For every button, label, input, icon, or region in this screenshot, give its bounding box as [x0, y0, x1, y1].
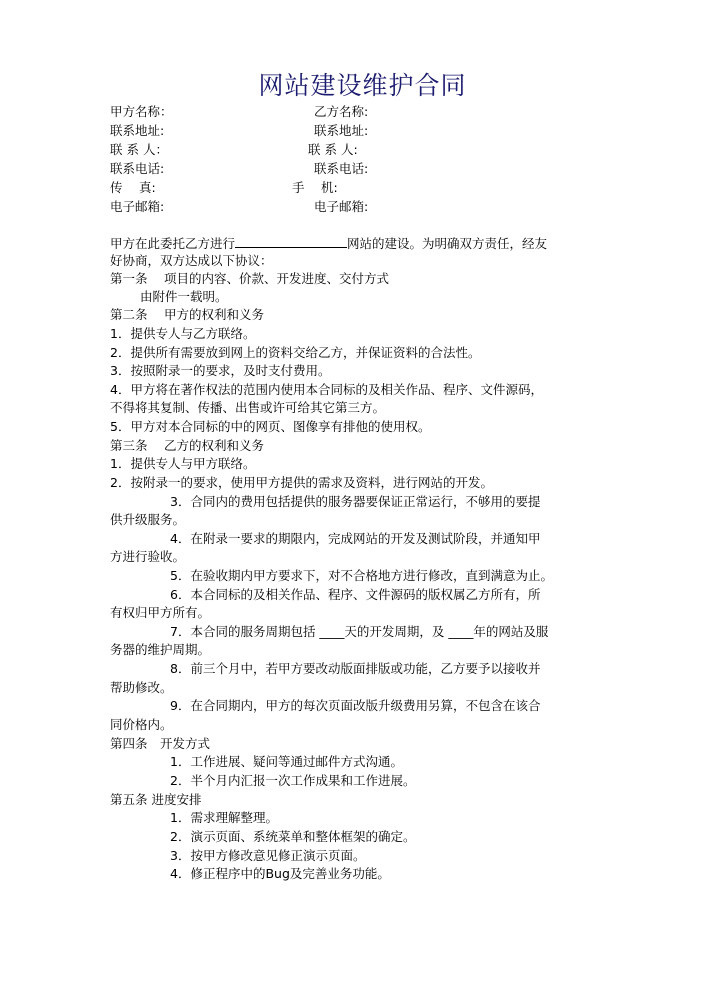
website-name-blank [235, 234, 347, 248]
party-b-email-label: 电子邮箱: [314, 199, 369, 214]
party-b-address-label: 联系地址: [314, 123, 369, 138]
party-a-contact-label: 联 系 人： [110, 142, 168, 157]
clause-3-item-8: 8．前三个月中，若甲方要改动版面排版或功能，乙方要予以接收并 [170, 661, 541, 676]
clause-3-item-6: 6．本合同标的及相关作品、程序、文件源码的版权属乙方所有，所 [170, 587, 541, 602]
clause-3-item-5: 5．在验收期内甲方要求下，对不合格地方进行修改，直到满意为止。 [170, 568, 553, 583]
clause-2-item-1: 1．提供专人与乙方联络。 [110, 326, 256, 341]
intro-text-a: 甲方在此委托乙方进行 [110, 236, 236, 251]
clause-3-item-4-cont: 方进行验收。 [110, 549, 186, 564]
clause-5-heading: 第五条 进度安排 [110, 792, 202, 807]
clause-3-heading: 第三条 乙方的权利和义务 [110, 438, 264, 453]
clause-3-item-2: 2．按附录一的要求，使用甲方提供的需求及资料，进行网站的开发。 [110, 475, 493, 490]
party-a-name-label: 甲方名称： [110, 104, 173, 119]
contract-title: 网站建设维护合同 [258, 71, 467, 100]
party-b-name-label: 乙方名称: [314, 104, 369, 119]
clause-3-item-9: 9．在合同期内，甲方的每次页面改版升级费用另算，不包含在该合 [170, 698, 541, 713]
clause-3-item-3: 3．合同内的费用包括提供的服务器要保证正常运行，不够用的要提 [170, 494, 541, 509]
clause-1-heading: 第一条 项目的内容、价款、开发进度、交付方式 [110, 271, 389, 286]
clause-4-item-1: 1．工作进展、疑问等通过邮件方式沟通。 [170, 754, 403, 769]
party-a-email-label: 电子邮箱: [110, 199, 165, 214]
intro-text-b: 网站的建设。为明确双方责任，经友 [347, 236, 548, 251]
party-a-address-label: 联系地址: [110, 123, 165, 138]
clause-2-item-5: 5．甲方对本合同标的中的网页、图像享有排他的使用权。 [110, 419, 431, 434]
party-a-fax-label: 传 真: [110, 180, 156, 195]
clause-3-item-1: 1．提供专人与甲方联络。 [110, 456, 256, 471]
clause-2-item-3: 3．按照附录一的要求，及时支付费用。 [110, 363, 331, 378]
clause-5-item-4: 4．修正程序中的Bug及完善业务功能。 [170, 866, 390, 881]
intro-line-2: 好协商，双方达成以下协议： [110, 253, 273, 268]
clause-5-item-3: 3．按甲方修改意见修正演示页面。 [170, 848, 366, 863]
clause-3-item-9-cont: 同价格内。 [110, 717, 173, 732]
clause-3-item-3-cont: 供升级服务。 [110, 512, 186, 527]
party-b-phone-label: 联系电话: [314, 161, 369, 176]
party-a-phone-label: 联系电话: [110, 161, 165, 176]
clause-2-heading: 第二条 甲方的权利和义务 [110, 307, 264, 322]
clause-2-item-4-cont: 不得将其复制、传播、出售或许可给其它第三方。 [110, 400, 386, 415]
clause-3-item-4: 4．在附录一要求的期限内，完成网站的开发及测试阶段，并通知甲 [170, 531, 541, 546]
clause-5-item-2: 2．演示页面、系统菜单和整体框架的确定。 [170, 829, 416, 844]
party-b-mobile-label: 手 机: [292, 180, 338, 195]
clause-3-item-7: 7．本合同的服务周期包括 ____天的开发周期，及 ____年的网站及服 [170, 624, 549, 639]
clause-3-item-7-cont: 务器的维护周期。 [110, 642, 211, 657]
clause-2-item-4: 4．甲方将在著作权法的范围内使用本合同标的及相关作品、程序、文件源码， [110, 382, 543, 397]
intro-line-1 [110, 234, 630, 253]
clause-1-body: 由附件一载明。 [140, 289, 228, 304]
clause-4-heading: 第四条 开发方式 [110, 736, 211, 751]
clause-2-item-2: 2．提供所有需要放到网上的资料交给乙方，并保证资料的合法性。 [110, 345, 481, 360]
clause-3-item-8-cont: 帮助修改。 [110, 680, 173, 695]
party-b-contact-label: 联 系 人: [308, 142, 358, 157]
clause-5-item-1: 1．需求理解整理。 [170, 810, 278, 825]
clause-3-item-6-cont: 有权归甲方所有。 [110, 605, 211, 620]
clause-4-item-2: 2．半个月内汇报一次工作成果和工作进展。 [170, 773, 416, 788]
